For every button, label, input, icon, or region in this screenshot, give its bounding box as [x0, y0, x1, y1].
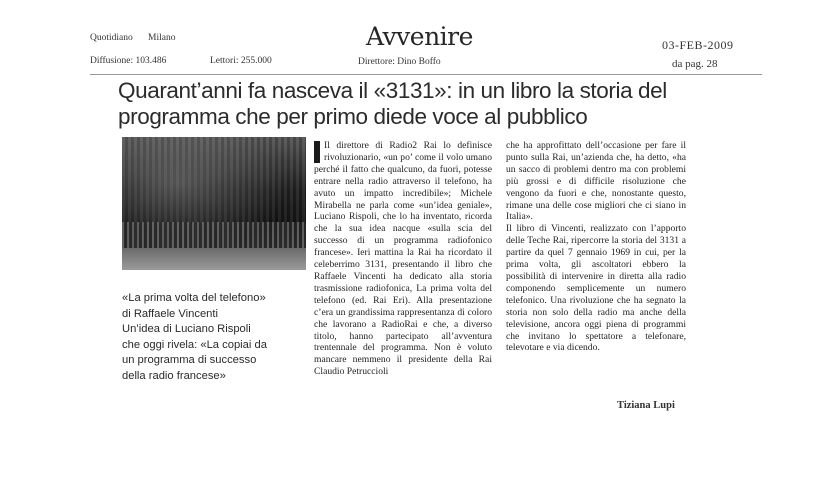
- circulation: Diffusione: 103.486: [90, 56, 167, 66]
- studio-floor-shape: [122, 248, 306, 270]
- article-text: Il libro di Vincenti, realizzato con l’apporto delle Teche Rai, ripercorre la storia del 3131 a partire da quel 7 gennaio 1969 in cui, per la prima volta, gli ascoltatori ebbero la possibilità di intervenire in diretta alla radio componendo semplicemente un numero telefonico. Una rivoluzione che ha segnato la storia non solo della radio ma anche della televisione, ancora oggi piena di programmi che invitano lo spettatore a telefonare, televotare e via dicendo.: [506, 223, 686, 354]
- article-text: che ha approfittato dell’occasione per fare il punto sulla Rai, un’azienda che, ha detto, «ha un sacco di problemi dentro ma con problemi più grossi e di difficile risoluzione che vengono da fuori e che, nonostante questo, rimane una delle cose migliori che ci siano in Italia».: [506, 140, 686, 223]
- publication-type: Quotidiano: [90, 33, 133, 43]
- article-column-2: [506, 140, 686, 354]
- city: Milano: [148, 33, 176, 43]
- director: Direttore: Dino Boffo: [358, 57, 441, 67]
- author-byline: Tiziana Lupi: [617, 400, 675, 411]
- caption-line: che oggi rivela: «La copiai da: [122, 338, 267, 351]
- page-number: da pag. 28: [672, 58, 718, 70]
- header-rule: [90, 74, 762, 75]
- date: 03-FEB-2009: [662, 38, 734, 52]
- readers: Lettori: 255.000: [210, 56, 272, 66]
- caption-line: Un’idea di Luciano Rispoli: [122, 323, 251, 336]
- drop-cap-block-icon: [314, 141, 320, 163]
- caption-line: di Raffaele Vincenti: [122, 307, 218, 320]
- caption-line: un programma di successo: [122, 354, 257, 367]
- caption-line: della radio francese»: [122, 369, 226, 382]
- mixing-desk-shape: [122, 222, 306, 248]
- caption-line: «La prima volta del telefono»: [122, 292, 266, 304]
- headline: Quarant’anni fa nasceva il «3131»: in un libro la storia del programma che per primo diede voce al pubblico: [118, 78, 667, 129]
- article-column-1: [314, 140, 492, 378]
- article-text: Il direttore di Radio2 Rai lo definisce rivoluzionario, «un po’ come il volo umano perché il fatto che qualcuno, da fuori, potesse entrare nella radio attraverso il telefono, ha avuto un impatto incredibile»; Michele Mirabella ne parla come «un’idea geniale», Luciano Rispoli, che lo ha inventato, ricorda che la sua idea nacque «sulla scia del successo di un programma radiofonico francese». Ieri mattina la Rai ha ricordato il celeberrimo 3131, presentando il libro che Raffaele Vincenti ha dedicato alla storia trasmissione radiofonica, La prima volta del telefono (ed. Rai Eri). Alla presentazione c’era un grandissima rappresentanza di coloro che lavorano a RadioRai e che, a diverso titolo, hanno partecipato all’avventura trentennale del programma. Non è voluto mancare nemmeno il presidente della Rai Claudio Petruccioli: [314, 140, 492, 378]
- radio-studio-photo-icon: [122, 137, 306, 270]
- newspaper-logo: Avvenire: [366, 22, 473, 51]
- photo-caption: [122, 291, 302, 385]
